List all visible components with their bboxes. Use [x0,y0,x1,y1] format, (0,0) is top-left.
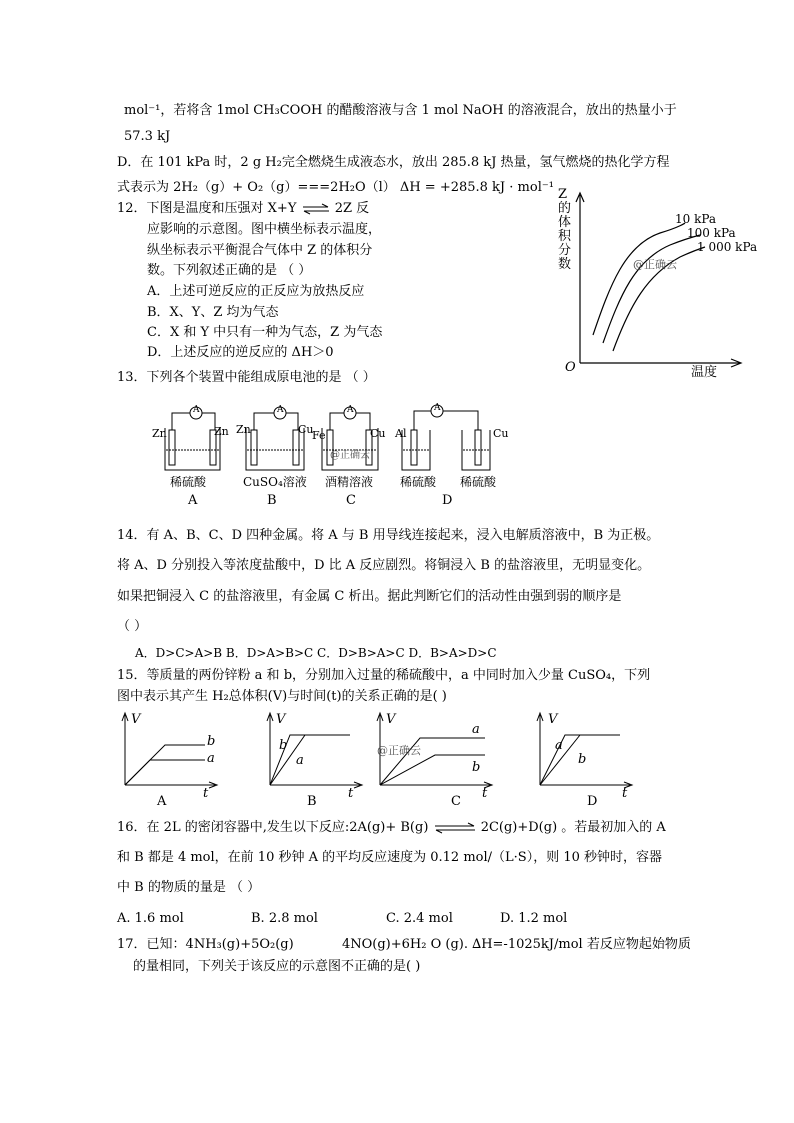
line-label: a [296,753,304,768]
curve-label-10kpa: 10 kPa [675,212,717,226]
q12-x-label: 温度 [691,365,718,380]
graph-tag: D [587,794,598,809]
axis-t-label: t [482,786,488,801]
cell-b [246,407,304,470]
option-d-line-1: D．在 101 kPa 时，2 g H₂完全燃烧生成液态水，放出 285.8 kJ 热量，氢气燃烧的热化学方程 [117,155,670,170]
q16-option-c: C. 2.4 mol [386,911,453,926]
ammeter-label: A [347,405,354,415]
electrode-label: Zn [214,425,229,438]
line-label: b [279,738,288,753]
intro-line-1: mol⁻¹，若将含 1mol CH₃COOH 的醋酸溶液与含 1 mol NaOH 的溶液混合，放出的热量小于 [124,103,677,118]
q17-line-2: 的量相同，下列关于该反应的示意图不正确的是( ) [133,959,421,974]
curve-label-100kpa: 100 kPa [687,226,736,240]
electrode-label: Al [395,427,407,440]
line-label: a [472,722,480,737]
electrode-label: Fe [312,429,326,442]
line-label: b [472,760,481,775]
ammeter-label: A [434,403,441,413]
axis-t-label: t [622,786,628,801]
equilibrium-arrow-icon [433,822,477,834]
solution-label: 稀硫酸 [170,475,207,489]
graph-tag: A [157,794,167,809]
watermark: @正确云 [330,450,370,461]
q14-line-4: （ ） [117,619,148,634]
q12-option-a: A．上述可逆反应的正反应为放热反应 [147,284,365,299]
q12-line-3: 纵坐标表示平衡混合气体中 Z 的体积分 [147,243,373,258]
q16-option-a: A. 1.6 mol [117,911,184,926]
equilibrium-arrow-icon [301,203,331,215]
q16-option-b: B. 2.8 mol [251,911,318,926]
axis-v-label: V [548,712,558,727]
curve-label-1000kpa: 1 000 kPa [697,240,758,254]
q12-line-2: 应影响的示意图。图中横坐标表示温度， [147,222,382,237]
q12-option-c: C．X 和 Y 中只有一种为气态，Z 为气态 [147,325,383,340]
solution-label: 酒精溶液 [325,475,374,489]
graph-tag: B [307,794,317,809]
cell-a [165,407,220,470]
cell-d [402,405,490,470]
intro-line-2: 57.3 kJ [124,129,171,144]
cell-tag: B [267,493,277,508]
option-d-line-2: 式表示为 2H₂（g）+ O₂（g）===2H₂O（l） ΔH = +285.8 kJ · mol⁻¹ [117,180,554,195]
q12-option-d: D．上述反应的逆反应的 ΔH＞0 [147,345,334,360]
electrode-label: Cu [370,427,386,440]
q13-cells [150,400,520,515]
electrode-label: Cu [493,427,509,440]
q12-origin: O [565,360,576,375]
watermark: @正确云 [633,258,677,271]
axis-t-label: t [348,786,354,801]
q14-line-3: 如果把铜浸入 C 的盐溶液里，有金属 C 析出。据此判断它们的活动性由强到弱的顺序是 [117,589,622,604]
q13-stem: 13．下列各个装置中能组成原电池的是 （ ） [117,370,376,385]
axis-v-label: V [386,712,396,727]
cell-tag: C [346,493,356,508]
q14-line-1: 14．有 A、B、C、D 四种金属。将 A 与 B 用导线连接起来，浸入电解质溶液中，B 为正极。 [117,528,660,543]
axis-v-label: V [131,712,141,727]
cell-tag: D [442,493,453,508]
cell-tag: A [188,493,198,508]
q12-line-4: 数。下列叙述正确的是 （ ） [147,263,312,278]
q12-graph [555,185,758,385]
q12-line-1: 12．下图是温度和压强对 X+Y 2Z 反 [117,201,370,216]
q16-option-d: D. 1.2 mol [500,911,568,926]
q15-graphs [115,710,635,810]
q15-line-2: 图中表示其产生 H₂总体积(V)与时间(t)的关系正确的是( ) [117,689,447,704]
solution-label: 稀硫酸 [400,475,437,489]
electrode-label: Zn [152,427,167,440]
electrode-label: Cu [298,423,314,436]
q15-line-1: 15．等质量的两份锌粉 a 和 b，分别加入过量的稀硫酸中，a 中同时加入少量 CuSO₄，下列 [117,668,651,683]
axis-v-label: V [276,712,286,727]
q14-options: A．D>C>A>B B．D>A>B>C C．D>B>A>C D．B>A>D>C [135,646,497,660]
q12-option-b: B．X、Y、Z 均为气态 [147,305,279,320]
line-label: a [207,751,215,766]
solution-label: CuSO₄溶液 [243,475,307,489]
q14-line-2: 将 A、D 分别投入等浓度盐酸中，D 比 A 反应剧烈。将铜浸入 B 的盐溶液里，无明显变化。 [117,558,651,573]
q12-y-label: Z 的 体 积 分 数 [558,187,572,272]
graph-tag: C [451,794,461,809]
line-label: b [207,734,216,749]
axis-t-label: t [203,786,209,801]
q16-line-3: 中 B 的物质的量是 （ ） [117,880,261,895]
curve-10kpa [593,223,685,335]
q17-line-1: 17．已知：4NH₃(g)+5O₂(g) 4NO(g)+6H₂ O (g). ∆H=-1025kJ/mol 若反应物起始物质 [117,937,691,952]
ammeter-label: A [277,405,284,415]
line-label: b [578,752,587,767]
solution-label: 稀硫酸 [460,475,497,489]
electrode-label: Zn [236,423,251,436]
watermark: @正确云 [377,744,421,757]
q16-line-2: 和 B 都是 4 mol，在前 10 秒钟 A 的平均反应速度为 0.12 mol/（L·S），则 10 秒钟时，容器 [117,850,663,865]
curve-100kpa [603,235,700,343]
ammeter-label: A [193,405,200,415]
q16-line-1: 16．在 2L 的密闭容器中,发生以下反应:2A(g)+ B(g) 2C(g)+D(g) 。若最初加入的 A [117,820,666,835]
line-label: a [555,738,563,753]
